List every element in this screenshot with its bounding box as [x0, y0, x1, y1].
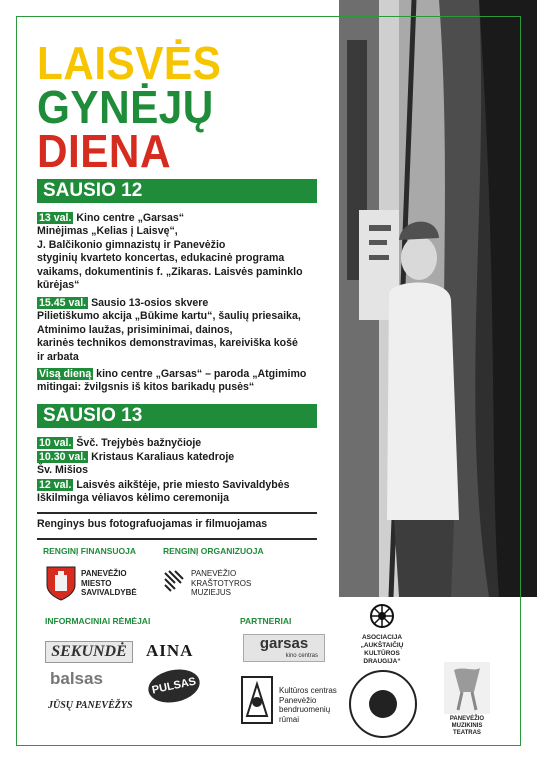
asociacija-sun-icon	[368, 602, 396, 630]
item-line: ir arbata	[37, 350, 79, 363]
gimnazija-seal-logo	[349, 670, 417, 738]
item-line: Švč. Trejybės bažnyčioje	[76, 437, 202, 449]
title-line-2: GYNĖJŲ	[37, 81, 214, 133]
garsas-logo: garsas kino centras	[243, 634, 325, 662]
item-line: Kino centre „Garsas“	[76, 212, 185, 224]
item-line: Pilietiškumo akcija „Būkime kartu“, šaulių priesaika,	[37, 310, 301, 323]
divider	[37, 512, 317, 514]
teatras-logo-text: PANEVĖŽIO MUZIKINIS TEATRAS	[449, 716, 485, 736]
item-line: J. Balčikonio gimnazistų ir Panevėžio	[37, 238, 226, 251]
section-organize-label: RENGINĮ ORGANIZUOJA	[163, 546, 264, 556]
item-line: Laisvės aikštėje, prie miesto Savivaldybės	[76, 479, 290, 491]
day-2-item-2	[37, 451, 335, 478]
kulturos-centras-emblem-icon	[241, 676, 273, 724]
item-line: mitingai: žvilgsnis iš kitos barikadų pusės“	[37, 381, 255, 394]
day-1-item-1	[37, 212, 335, 292]
asociacija-logo-text: ASOCIACIJA „AUKŠTAIČIŲ KULTŪROS DRAUGIJA“	[360, 634, 404, 665]
gimnazija-seal-center-icon	[369, 690, 397, 718]
day-1-item-2	[37, 297, 335, 364]
savivaldybe-logo-text: PANEVĖŽIO MIESTO SAVIVALDYBĖ	[81, 569, 137, 597]
day-1-item-3	[37, 368, 335, 395]
muziejus-logo-icon	[163, 569, 185, 593]
item-line: Iškilminga vėliavos kėlimo ceremonija	[37, 492, 229, 505]
day-2-item-1	[37, 437, 335, 450]
pulsas-logo: PULSAS	[145, 665, 203, 707]
item-line: kūrėjas“	[37, 279, 80, 292]
time-badge: Visą dieną	[39, 368, 92, 380]
item-line: Atminimo laužas, prisiminimai, dainos,	[37, 323, 233, 336]
notice-text: Renginys bus fotografuojamas ir filmuojamas	[37, 518, 268, 530]
time-badge: 10 val.	[39, 437, 72, 449]
day-1-header: SAUSIO 12	[37, 179, 317, 203]
savivaldybe-coat-of-arms-icon	[45, 565, 77, 601]
item-line: kino centre „Garsas“ – paroda „Atgimimo	[96, 368, 307, 380]
section-finance-label: RENGINĮ FINANSUOJA	[43, 546, 137, 556]
time-badge: 12 val.	[39, 479, 72, 491]
title-line-3: DIENA	[37, 125, 171, 177]
section-partners-label: PARTNERIAI	[240, 616, 292, 626]
sekunde-logo: SEKUNDĖ	[45, 641, 133, 663]
title-line-1: LAISVĖS	[37, 37, 222, 89]
time-badge: 10.30 val.	[39, 451, 87, 463]
section-media-label: INFORMACINIAI RĖMĖJAI	[45, 616, 151, 626]
item-line: Kristaus Karaliaus katedroje	[91, 451, 235, 463]
aina-logo: AINA	[146, 641, 194, 660]
day-2-item-3	[37, 479, 335, 506]
item-line: Šv. Mišios	[37, 464, 89, 477]
day-2-header: SAUSIO 13	[37, 404, 317, 428]
item-line: karinės technikos demonstravimas, kareiviška košė	[37, 337, 298, 350]
item-line: styginių kvarteto koncertas, edukacinė programa	[37, 252, 285, 265]
balsas-logo: balsas	[50, 669, 103, 688]
item-line: Minėjimas „Kelias į Laisvę“,	[37, 225, 178, 238]
time-badge: 15.45 val.	[39, 297, 87, 309]
divider	[37, 538, 317, 540]
muziejus-logo-text: PANEVĖŽIO KRAŠTOTYROS MUZIEJUS	[191, 569, 252, 597]
time-badge: 13 val.	[39, 212, 72, 224]
item-line: vaikams, dokumentinis f. „Zikaras. Laisvės paminklo	[37, 265, 303, 278]
photo-illustration	[339, 0, 537, 597]
item-line: Sausio 13-osios skvere	[91, 297, 209, 309]
jusu-panevezys-logo: JŪSŲ PANEVĖŽYS	[48, 700, 133, 711]
historic-photo	[339, 0, 537, 597]
kulturos-centras-logo-text: Kultūros centras Panevėžio bendruomenių rūmai	[279, 686, 337, 724]
teatras-logo-icon	[444, 662, 490, 714]
